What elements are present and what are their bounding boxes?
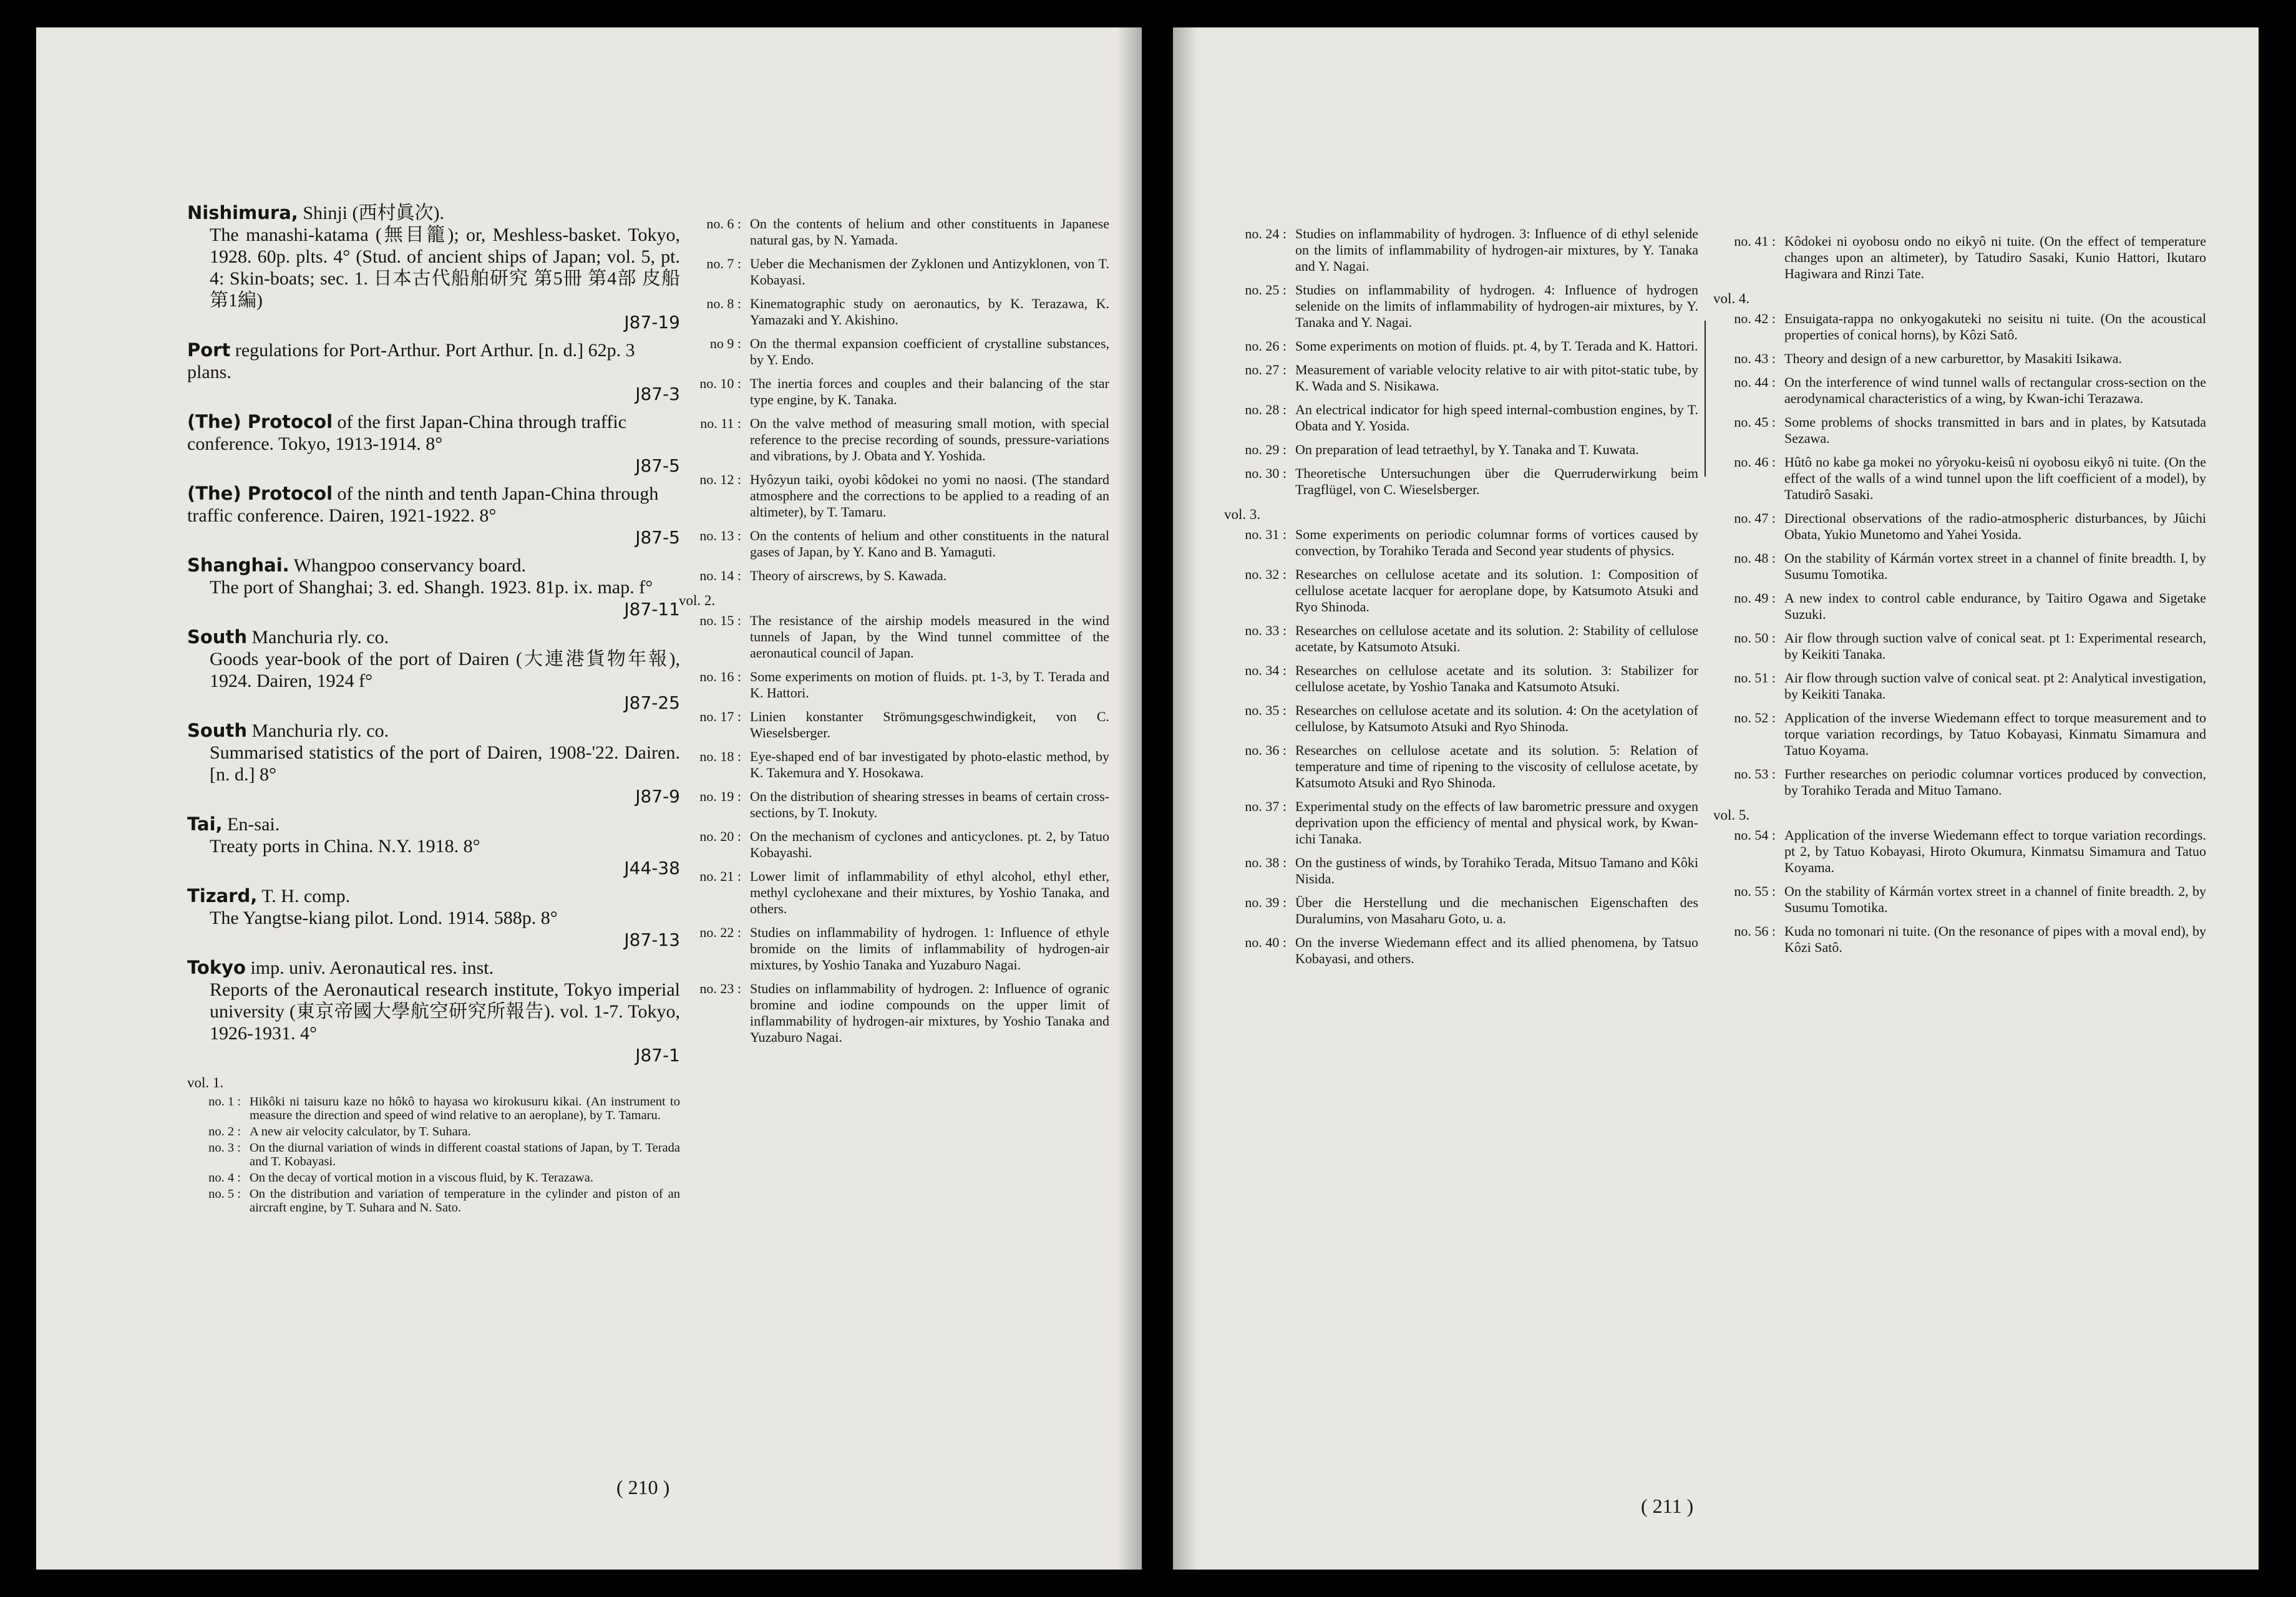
entry-heading-line [187,339,680,383]
gutter-shadow [1117,27,1142,1570]
entry-heading-line [187,885,680,907]
item-number: no. 28 : [1245,402,1287,417]
catalog-entry [187,720,680,807]
item-number: no. 47 : [1734,510,1776,526]
series-item [1713,550,2206,583]
item-number: no. 38 : [1245,855,1287,870]
series-item [187,1171,680,1185]
item-title: Theory of airscrews, by S. Kawada. [750,568,947,583]
item-title: Some problems of shocks transmitted in bars and in plates, by Katsutada Sezawa. [1784,414,2206,446]
series-item [1713,630,2206,663]
volume-heading: vol. 2. [679,593,716,608]
item-title: Hûtô no kabe ga mokei no yôryoku-keisû ni oyobosu eikyô ni tuite. (On the effect of the walls of a wind tunnel upon the lift coefficient of a model), by Tatudirô Sasaki. [1784,454,2206,502]
series-item [1224,855,1698,887]
series-item [679,828,1109,861]
item-title: Application of the inverse Wiedemann effect to torque variation recordings. pt 2, by Tatuo Kobayasi, Hiroto Okumura, Kinmatsu Simamura and Tatuo Koyama. [1784,827,2206,875]
series-list-column-2 [1713,233,2206,963]
entry-heading-line [187,411,680,455]
item-number: no. 41 : [1734,233,1776,249]
series-item [679,216,1109,248]
item-number: no. 11 : [700,415,741,431]
item-number: no. 35 : [1245,702,1287,718]
item-title: A new air velocity calculator, by T. Suhara. [250,1125,471,1138]
item-title: Eye-shaped end of bar investigated by photo-elastic method, by K. Takemura and Y. Hosokawa. [750,749,1109,780]
series-item [1713,351,2206,367]
page-number: ( 210 ) [616,1476,670,1498]
item-number: no. 19 : [699,789,741,804]
item-number: no. 32 : [1245,566,1287,582]
series-item [1224,442,1698,458]
entry-heading-line [187,720,680,742]
entry-heading-rest: Whangpoo conservancy board. [289,555,527,576]
left-page [36,27,1142,1570]
catalog-entry [187,626,680,714]
entry-heading-rest: Manchuria rly. co. [246,721,389,741]
series-item [1224,465,1698,498]
series-item [1713,766,2206,798]
item-title: On the contents of helium and other constituents in Japanese natural gas, by N. Yamada. [750,216,1109,248]
item-number: no. 22 : [699,925,741,940]
item-number: no. 33 : [1245,623,1287,638]
entry-description: Reports of the Aeronautical research institute, Tokyo imperial university (東京帝國大學航空研究所報告). vol. 1-7. Tokyo, 1926-1931. 4° [210,979,680,1044]
series-list-column [679,216,1109,1053]
item-title: The inertia forces and couples and their balancing of the star type engine, by K. Tanaka. [750,376,1109,407]
call-number: J87-3 [635,384,680,404]
item-title: Theory and design of a new carburettor, by Masakiti Isikawa. [1784,351,2122,366]
series-list-column-1 [1224,226,1698,974]
call-number: J87-1 [635,1045,680,1065]
series-item [679,868,1109,917]
call-number: J87-9 [635,786,680,807]
catalog-entry [187,483,680,548]
item-title: Studies on inflammability of hydrogen. 3: Influence of di ethyl selenide on the limits of inflammability of hydrogen-air mixtures, by Y. Tanaka and Y. Nagai. [1295,226,1698,274]
item-title: On the diurnal variation of winds in different coastal stations of Japan, by T. Terada and T. Kobayasi. [250,1141,680,1168]
item-title: On the mechanism of cyclones and anticyclones. pt. 2, by Tatuo Kobayashi. [750,828,1109,860]
entry-description: Treaty ports in China. N.Y. 1918. 8° [210,836,480,857]
item-title: Researches on cellulose acetate and its solution. 2: Stability of cellulose acetate, by Katsumoto Atsuki. [1295,623,1698,654]
series-item [679,415,1109,464]
item-title: Researches on cellulose acetate and its solution. 5: Relation of temperature and time of ripening to the viscosity of cellulose acetate, by Katsumoto Atsuki and Ryo Shinoda. [1295,742,1698,790]
item-number: no. 23 : [699,981,741,996]
item-title: Kôdokei ni oyobosu ondo no eikyô ni tuite. (On the effect of temperature changes upon an altimeter), by Tatudiro Sasaki, Kunio Hattori, Ikutaro Hagiwara and Rinzi Tate. [1784,233,2206,281]
series-item [679,256,1109,288]
item-number: no. 31 : [1245,527,1287,542]
series-item [1713,883,2206,916]
item-number: no. 24 : [1245,226,1287,241]
series-item [1713,414,2206,447]
series-item [1224,362,1698,394]
entry-heading: Tizard, [187,885,258,906]
series-item [1224,895,1698,927]
entry-heading-line [187,813,680,835]
item-number: no. 6 : [706,216,741,231]
item-number: no. 7 : [706,256,741,271]
item-number: no. 46 : [1734,454,1776,470]
item-number: no. 13 : [699,528,741,543]
entry-heading-line [187,555,680,576]
item-title: On the contents of helium and other constituents in the natural gases of Japan, by Y. Kano and B. Yamaguti. [750,528,1109,560]
item-number: no. 55 : [1734,883,1776,899]
entry-description: The Yangtse-kiang pilot. Lond. 1914. 588p. 8° [210,908,558,928]
item-number: no. 16 : [699,669,741,684]
item-number: no. 52 : [1734,710,1776,726]
item-title: Measurement of variable velocity relative to air with pitot-static tube, by K. Wada and S. Nisikawa. [1295,362,1698,394]
series-item [1224,798,1698,847]
item-title: Researches on cellulose acetate and its solution. 4: On the acetylation of cellulose, by Katsumoto Atsuki and Ryo Shinoda. [1295,702,1698,734]
item-number: no. 30 : [1245,465,1287,481]
item-number: no. 2 : [208,1125,241,1138]
item-title: Kinematographic study on aeronautics, by K. Terazawa, K. Yamazaki and Y. Akishino. [750,296,1109,328]
entry-heading: (The) Protocol [187,411,333,432]
call-number: J87-11 [624,599,680,619]
item-title: On the interference of wind tunnel walls of rectangular cross-section on the aerodynamical characteristics of a wing, by Kwan-ichi Terazawa. [1784,374,2206,406]
entry-heading-rest: T. H. comp. [257,886,351,906]
series-item [679,296,1109,328]
item-number: no. 14 : [699,568,741,583]
entry-heading-line [187,202,680,224]
series-item [1224,282,1698,331]
series-item [1713,454,2206,503]
series-item [679,669,1109,701]
item-title: Application of the inverse Wiedemann effect to torque measurement and to torque variation recordings, by Tatuo Kobayasi, Kinmatu Simamura and Tatuo Koyama. [1784,710,2206,758]
series-item [679,528,1109,560]
item-number: no. 5 : [208,1187,241,1201]
series-item [679,749,1109,781]
series-item [679,981,1109,1046]
entry-heading-line [187,626,680,648]
series-item [1713,923,2206,956]
series-item [1713,827,2206,876]
series-item [1224,702,1698,735]
item-number: no. 40 : [1245,934,1287,950]
catalog-entry [187,555,680,620]
series-item [679,472,1109,520]
item-number: no. 53 : [1734,766,1776,782]
item-title: On the stability of Kármán vortex street in a channel of finite breadth. I, by Susumu Tomotika. [1784,550,2206,582]
item-title: On the distribution of shearing stresses in beams of certain cross-sections, by T. Inokuty. [750,789,1109,820]
series-item [1224,527,1698,559]
series-item [187,1187,680,1215]
item-number: no. 4 : [208,1171,241,1185]
entry-description: The manashi-katama (無目籠); or, Meshless-basket. Tokyo, 1928. 60p. plts. 4° (Stud. of ancient ships of Japan; vol. 5, pt. 4: Skin-boats; sec. 1. 日本古代船舶研究 第5冊 第4部 皮船 第1編) [210,225,680,311]
series-item [187,1141,680,1168]
entry-heading: (The) Protocol [187,483,333,504]
series-item [1224,338,1698,354]
item-number: no. 10 : [699,376,741,391]
catalog-entry [187,411,680,477]
call-number: J44-38 [624,858,680,878]
gutter-shadow [1173,27,1198,1570]
entry-heading-rest: En-sai. [222,814,280,835]
item-title: Ensuigata-rappa no onkyogakuteki no seisitu ni tuite. (On the acoustical properties of conical horns), by Kôzi Satô. [1784,311,2206,342]
item-number: no. 25 : [1245,282,1287,298]
item-number: no. 8 : [706,296,741,311]
right-page [1173,27,2259,1570]
entry-heading-rest: Manchuria rly. co. [246,627,389,648]
entry-heading-rest: Shinji (西村眞次). [298,203,444,223]
series-item [679,709,1109,741]
item-title: Theoretische Untersuchungen über die Querruderwirkung beim Tragflügel, von C. Wieselsberger. [1295,465,1698,497]
item-number: no. 29 : [1245,442,1287,457]
series-item [679,336,1109,368]
catalog-column [187,202,680,1217]
item-title: Kuda no tomonari ni tuite. (On the resonance of pipes with a moval end), by Kôzi Satô. [1784,923,2206,955]
series-item [1713,710,2206,759]
entry-description: Summarised statistics of the port of Dairen, 1908-'22. Dairen. [n. d.] 8° [210,742,680,785]
item-title: A new index to control cable endurance, by Taitiro Ogawa and Sigetake Suzuki. [1784,590,2206,622]
series-item [679,568,1109,584]
item-title: Lower limit of inflammability of ethyl alcohol, ethyl ether, methyl cyclohexane and their mixtures, by Yoshio Tanaka, and others. [750,868,1109,916]
series-item [1224,402,1698,434]
item-number: no. 44 : [1734,374,1776,390]
series-item [1224,623,1698,655]
page-number: ( 211 ) [1641,1495,1694,1517]
item-title: Some experiments on motion of fluids. pt. 4, by T. Terada and K. Hattori. [1295,338,1698,354]
series-item [1713,374,2206,407]
volume-heading: vol. 1. [187,1075,224,1090]
item-title: Directional observations of the radio-atmospheric disturbances, by Jûichi Obata, Yukio Munetomo and Yahei Yosida. [1784,510,2206,542]
call-number: J87-5 [635,527,680,548]
item-title: Some experiments on periodic columnar forms of vortices caused by convection, by Torahiko Terada and Second year students of physics. [1295,527,1698,558]
series-item [679,925,1109,973]
item-title: Experimental study on the effects of law barometric pressure and oxygen deprivation upon the efficiency of mental and physical work, by Kwan-ichi Tanaka. [1295,798,1698,847]
entry-heading-rest: of the ninth and tenth Japan-China through traffic conference. Dairen, 1921-1922. 8° [187,483,659,526]
item-title: On the decay of vortical motion in a viscous fluid, by K. Terazawa. [250,1171,593,1185]
series-item [1713,311,2206,343]
item-number: no. 50 : [1734,630,1776,646]
series-item [1224,663,1698,695]
series-item [1224,226,1698,274]
item-number: no. 56 : [1734,923,1776,939]
item-number: no. 18 : [699,749,741,764]
series-item [1713,670,2206,702]
item-number: no. 1 : [208,1095,241,1109]
call-number: J87-13 [624,930,680,950]
entry-heading: Tokyo [187,957,246,978]
entry-heading-rest: regulations for Port-Arthur. Port Arthur. [n. d.] 62p. 3 plans. [187,340,635,382]
entry-heading: South [187,626,247,648]
item-title: On the stability of Kármán vortex street in a channel of finite breadth. 2, by Susumu Tomotika. [1784,883,2206,915]
item-title: Air flow through suction valve of conical seat. pt 2: Analytical investigation, by Keikiti Tanaka. [1784,670,2206,702]
entry-heading-rest: imp. univ. Aeronautical res. inst. [245,958,494,978]
volume-heading: vol. 5. [1713,807,1750,823]
item-title: Researches on cellulose acetate and its solution. 3: Stabilizer for cellulose acetate, by Yoshio Tanaka and Katsumoto Atsuki. [1295,663,1698,694]
item-title: An electrical indicator for high speed internal-combustion engines, by T. Obata and Y. Yosida. [1295,402,1698,434]
item-number: no. 17 : [699,709,741,724]
item-number: no. 43 : [1734,351,1776,366]
series-item [1224,566,1698,615]
item-title: Air flow through suction valve of conical seat. pt 1: Experimental research, by Keikiti Tanaka. [1784,630,2206,662]
entry-description: Goods year-book of the port of Dairen (大連港貨物年報), 1924. Dairen, 1924 f° [210,649,680,691]
item-title: On the gustiness of winds, by Torahiko Terada, Mitsuo Tamano and Kôki Nisida. [1295,855,1698,886]
entry-heading: Tai, [187,813,223,835]
item-number: no. 12 : [699,472,741,487]
item-number: no. 42 : [1734,311,1776,326]
item-title: Hikôki ni taisuru kaze no hôkô to hayasa wo kirokusuru kikai. (An instrument to measure the direction and speed of wind relative to an aeroplane), by T. Tamaru. [250,1095,680,1122]
catalog-entry [187,339,680,405]
call-number: J87-19 [624,312,680,333]
item-title: Über die Herstellung und die mechanischen Eigenschaften des Duralumins, von Masaharu Goto, u. a. [1295,895,1698,926]
series-item [1713,233,2206,282]
call-number: J87-5 [635,455,680,476]
entry-heading-line [187,957,680,979]
entry-heading: South [187,720,247,741]
item-title: Studies on inflammability of hydrogen. 1: Influence of ethyle bromide on the limits of inflammability of hydrogen-air mixtures, by Yoshio Tanaka and Yuzaburo Nagai. [750,925,1109,973]
item-title: Some experiments on motion of fluids. pt. 1-3, by T. Terada and K. Hattori. [750,669,1109,701]
item-number: no. 37 : [1245,798,1287,814]
item-number: no. 49 : [1734,590,1776,606]
item-title: Hyôzyun taiki, oyobi kôdokei no yomi no naosi. (The standard atmosphere and the corrections to be applied to a reading of an altimeter), by T. Tamaru. [750,472,1109,520]
item-number: no. 26 : [1245,338,1287,354]
series-item [1713,590,2206,623]
volume-heading: vol. 4. [1713,291,1750,306]
catalog-entry [187,957,680,1066]
series-item [187,1125,680,1138]
item-number: no 9 : [709,336,741,351]
entry-heading-rest: of the first Japan-China through traffic conference. Tokyo, 1913-1914. 8° [187,412,627,454]
series-item [679,376,1109,408]
item-number: no. 34 : [1245,663,1287,678]
item-number: no. 15 : [699,613,741,628]
item-number: no. 54 : [1734,827,1776,843]
entry-heading-line [187,483,680,527]
item-number: no. 36 : [1245,742,1287,758]
catalog-entry [187,202,680,333]
entry-heading: Port [187,339,231,361]
series-item [679,613,1109,661]
column-rule [1705,321,1706,477]
call-number: J87-25 [624,692,680,713]
item-title: On the inverse Wiedemann effect and its allied phenomena, by Tatsuo Kobayasi, and others. [1295,934,1698,966]
item-number: no. 27 : [1245,362,1287,377]
item-number: no. 21 : [699,868,741,884]
item-title: Further researches on periodic columnar vortices produced by convection, by Torahiko Terada and Mituo Tamano. [1784,766,2206,798]
item-title: On preparation of lead tetraethyl, by Y. Tanaka and T. Kuwata. [1295,442,1639,457]
item-title: On the distribution and variation of temperature in the cylinder and piston of an aircraft engine, by T. Suhara and N. Sato. [250,1187,680,1215]
item-number: no. 51 : [1734,670,1776,686]
catalog-entry [187,813,680,879]
item-number: no. 48 : [1734,550,1776,566]
item-title: Studies on inflammability of hydrogen. 2: Influence of ogranic bromine and iodine compounds on the upper limit of inflammability of hydrogen-air mixtures, by Yoshio Tanaka and Yuzaburo Nagai. [750,981,1109,1045]
item-title: Studies on inflammability of hydrogen. 4: Influence of hydrogen selenide on the limits of inflammability of hydrogen-air mixtures, by Y. Tanaka and Y. Nagai. [1295,282,1698,330]
item-title: Ueber die Mechanismen der Zyklonen und Antizyklonen, von T. Kobayasi. [750,256,1109,288]
series-item [1224,934,1698,967]
item-title: Researches on cellulose acetate and its solution. 1: Composition of cellulose acetate lacquer for aeroplane dope, by Katsumoto Atsuki and Ryo Shinoda. [1295,566,1698,614]
series-item [679,789,1109,821]
entry-description: The port of Shanghai; 3. ed. Shangh. 1923. 81p. ix. map. f° [210,577,653,598]
item-number: no. 20 : [699,828,741,844]
series-item [187,1095,680,1122]
item-number: no. 45 : [1734,414,1776,430]
item-title: On the thermal expansion coefficient of crystalline substances, by Y. Endo. [750,336,1109,367]
catalog-entry [187,885,680,951]
entry-heading: Nishimura, [187,202,298,223]
item-number: no. 3 : [208,1141,241,1155]
series-item [1713,510,2206,543]
series-item [1224,742,1698,791]
entry-heading: Shanghai. [187,555,289,576]
item-title: On the valve method of measuring small motion, with special reference to the precise recording of sounds, pressure-variations and vibrations, by J. Obata and Y. Yoshida. [750,415,1109,464]
item-title: The resistance of the airship models measured in the wind tunnels of Japan, by the Wind tunnel committee of the aeronautical council of Japan. [750,613,1109,661]
item-title: Linien konstanter Strömungsgeschwindigkeit, von C. Wieselsberger. [750,709,1109,740]
volume-heading: vol. 3. [1224,507,1261,522]
item-number: no. 39 : [1245,895,1287,910]
